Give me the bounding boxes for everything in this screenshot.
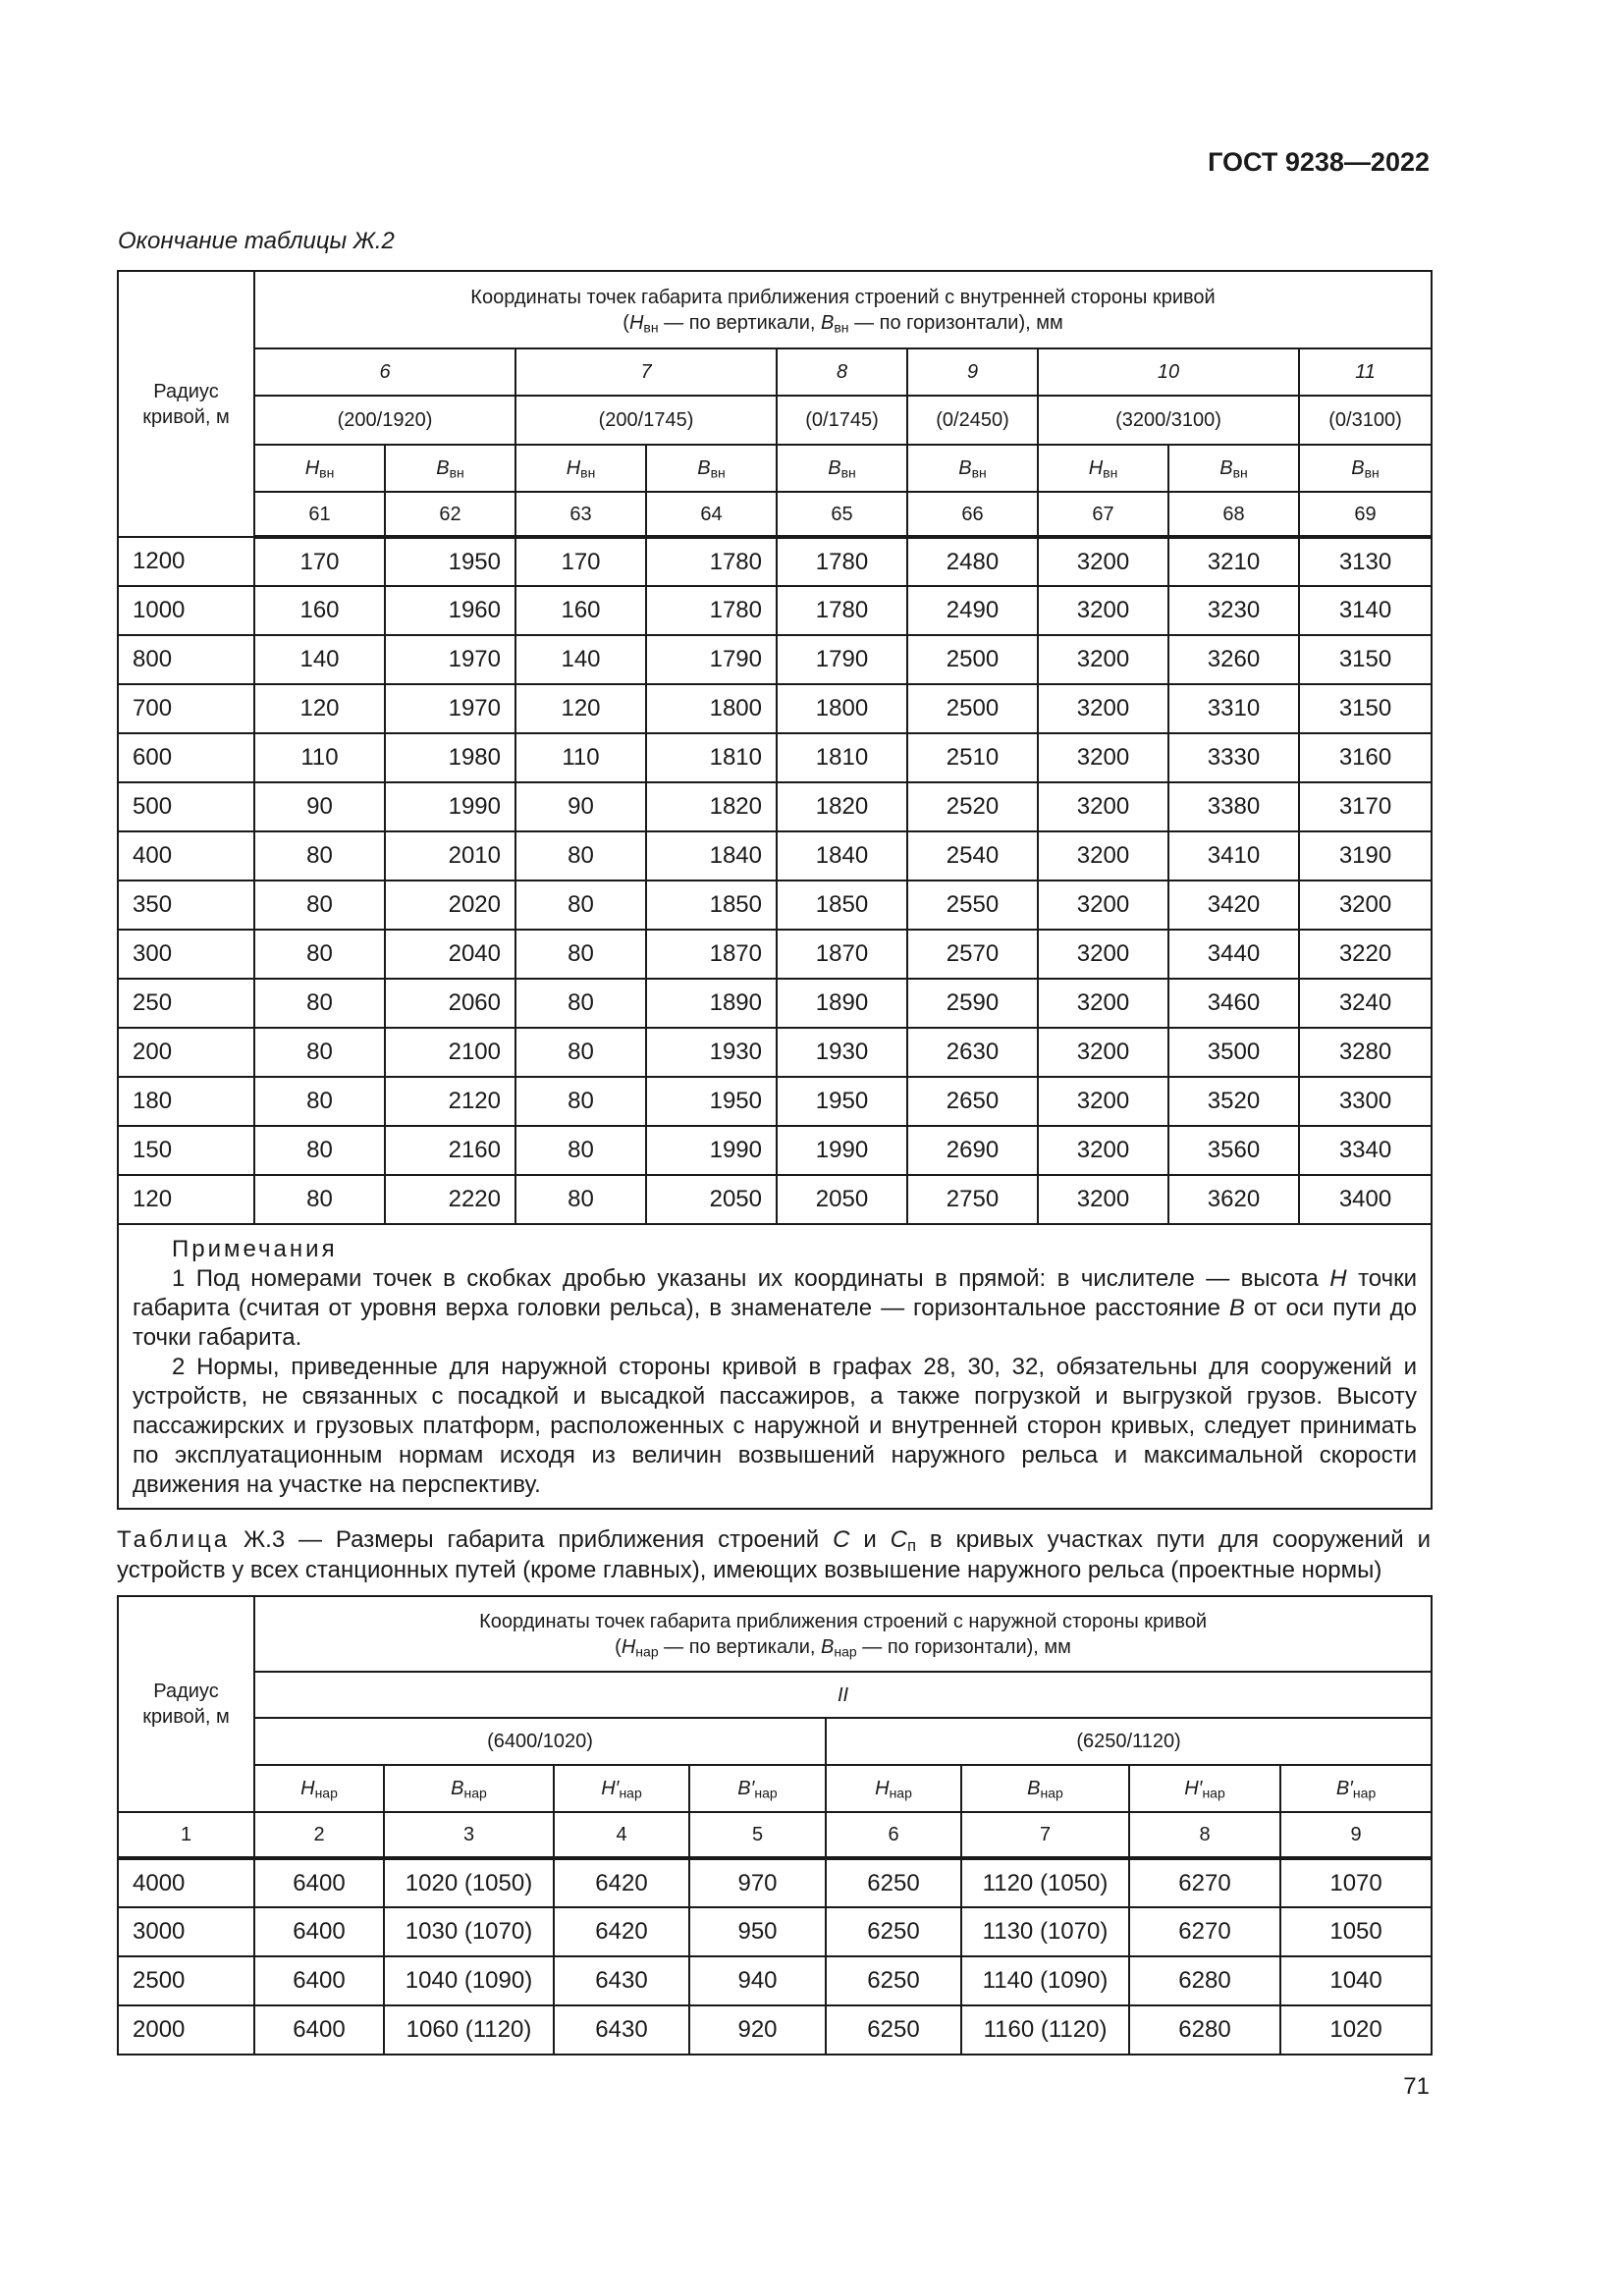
value-cell: 2050 bbox=[646, 1175, 777, 1224]
point-coordinates: (3200/3100) bbox=[1038, 396, 1299, 445]
symbol-index: нар bbox=[1202, 1785, 1225, 1801]
notes-title: Примечания bbox=[172, 1236, 338, 1262]
table-row bbox=[118, 1126, 1432, 1175]
value-cell: 1820 bbox=[777, 782, 907, 831]
column-number: 4 bbox=[554, 1812, 689, 1858]
coordinate-symbol bbox=[646, 445, 777, 492]
value-cell: 1950 bbox=[777, 1077, 907, 1126]
coordinate-symbol bbox=[384, 1765, 554, 1812]
column-number: 65 bbox=[777, 492, 907, 537]
column-number: 5 bbox=[689, 1812, 826, 1858]
value-cell: 6250 bbox=[826, 1858, 961, 1907]
value-cell: 6250 bbox=[826, 1907, 961, 1956]
value-cell: 1810 bbox=[777, 733, 907, 782]
note-1: 1 Под номерами точек в скобках дробью указаны их координаты в прямой: в числителе — высота H точки габарита (считая от уровня верха головки рельса), в знаменателе — горизонтальное расстояние B от оси пути до точки габарита. bbox=[133, 1265, 1418, 1351]
value-cell: 2120 bbox=[385, 1077, 515, 1126]
radius-cell: 2500 bbox=[118, 1956, 254, 2005]
symbol-letter: B bbox=[1351, 457, 1365, 479]
radius-header: Радиус кривой, м bbox=[118, 1596, 254, 1812]
value-cell: 1780 bbox=[777, 586, 907, 635]
coordinate-symbol bbox=[826, 1765, 961, 1812]
value-cell: 1990 bbox=[385, 782, 515, 831]
value-cell: 6250 bbox=[826, 1956, 961, 2005]
value-cell: 6270 bbox=[1129, 1907, 1280, 1956]
value-cell: 1890 bbox=[777, 979, 907, 1028]
point-number: 6 bbox=[254, 348, 515, 396]
symbol-index: нар bbox=[1352, 1785, 1377, 1801]
point-number: 7 bbox=[515, 348, 777, 396]
value-cell: 1990 bbox=[646, 1126, 777, 1175]
value-cell: 1140 (1090) bbox=[961, 1956, 1129, 2005]
point-number: 8 bbox=[777, 348, 907, 396]
radius-cell: 350 bbox=[118, 881, 254, 930]
value-cell: 2040 bbox=[385, 930, 515, 979]
value-cell: 80 bbox=[515, 831, 646, 881]
value-cell: 3200 bbox=[1038, 1126, 1168, 1175]
header-line-1: Координаты точек габарита приближения строений с внутренней стороны кривой bbox=[470, 286, 1216, 308]
value-cell: 1780 bbox=[646, 586, 777, 635]
value-cell: 3190 bbox=[1299, 831, 1432, 881]
radius-cell: 1200 bbox=[118, 537, 254, 586]
value-cell: 160 bbox=[515, 586, 646, 635]
radius-cell: 400 bbox=[118, 831, 254, 881]
symbol-index: вн bbox=[971, 464, 987, 481]
symbol-index: вн bbox=[580, 464, 596, 481]
value-cell: 160 bbox=[254, 586, 385, 635]
value-cell: 6400 bbox=[254, 1858, 384, 1907]
value-cell: 3200 bbox=[1038, 881, 1168, 930]
value-cell: 3200 bbox=[1038, 831, 1168, 881]
coordinate-symbol bbox=[1038, 445, 1168, 492]
radius-cell: 250 bbox=[118, 979, 254, 1028]
radius-cell: 180 bbox=[118, 1077, 254, 1126]
radius-cell: 600 bbox=[118, 733, 254, 782]
table-row bbox=[118, 586, 1432, 635]
page-number: 71 bbox=[1403, 2073, 1430, 2100]
symbol-letter: H bbox=[300, 1778, 315, 1799]
coordinate-symbol bbox=[961, 1765, 1129, 1812]
symbol-index: нар bbox=[1040, 1785, 1063, 1801]
coordinate-symbol bbox=[254, 445, 385, 492]
value-cell: 80 bbox=[254, 1028, 385, 1077]
value-cell: 6400 bbox=[254, 1907, 384, 1956]
value-cell: 80 bbox=[254, 1126, 385, 1175]
value-cell: 6430 bbox=[554, 1956, 689, 2005]
value-cell: 3200 bbox=[1038, 930, 1168, 979]
table-row bbox=[118, 930, 1432, 979]
value-cell: 3210 bbox=[1168, 537, 1299, 586]
value-cell: 170 bbox=[254, 537, 385, 586]
value-cell: 3500 bbox=[1168, 1028, 1299, 1077]
radius-cell: 120 bbox=[118, 1175, 254, 1224]
value-cell: 1970 bbox=[385, 635, 515, 684]
value-cell: 6280 bbox=[1129, 2005, 1280, 2055]
symbol-index: нар bbox=[463, 1785, 487, 1801]
coordinate-symbol bbox=[1299, 445, 1432, 492]
value-cell: 3340 bbox=[1299, 1126, 1432, 1175]
value-cell: 3140 bbox=[1299, 586, 1432, 635]
document-number: ГОСТ 9238—2022 bbox=[1208, 147, 1430, 177]
value-cell: 1980 bbox=[385, 733, 515, 782]
value-cell: 3520 bbox=[1168, 1077, 1299, 1126]
value-cell: 2100 bbox=[385, 1028, 515, 1077]
table-notes bbox=[118, 1224, 1432, 1509]
table-header bbox=[254, 1596, 1432, 1672]
value-cell: 80 bbox=[515, 1175, 646, 1224]
coordinate-symbol bbox=[777, 445, 907, 492]
header-line-1: Координаты точек габарита приближения строений с наружной стороны кривой bbox=[479, 1610, 1208, 1632]
value-cell: 1030 (1070) bbox=[384, 1907, 554, 1956]
radius-cell: 300 bbox=[118, 930, 254, 979]
value-cell: 3440 bbox=[1168, 930, 1299, 979]
table-row bbox=[118, 2005, 1432, 2055]
column-number: 9 bbox=[1280, 1812, 1432, 1858]
coordinate-symbol bbox=[385, 445, 515, 492]
symbol-index: вн bbox=[1232, 464, 1248, 481]
table-row bbox=[118, 684, 1432, 733]
value-cell: 2060 bbox=[385, 979, 515, 1028]
value-cell: 970 bbox=[689, 1858, 826, 1907]
value-cell: 1850 bbox=[777, 881, 907, 930]
symbol-letter: B bbox=[1027, 1778, 1041, 1799]
symbol-index: вн bbox=[840, 464, 856, 481]
value-cell: 1930 bbox=[777, 1028, 907, 1077]
table-row bbox=[118, 782, 1432, 831]
value-cell: 3230 bbox=[1168, 586, 1299, 635]
value-cell: 3200 bbox=[1038, 1175, 1168, 1224]
point-coordinates: (0/1745) bbox=[777, 396, 907, 445]
value-cell: 3200 bbox=[1038, 684, 1168, 733]
value-cell: 1890 bbox=[646, 979, 777, 1028]
value-cell: 2510 bbox=[907, 733, 1038, 782]
value-cell: 80 bbox=[254, 881, 385, 930]
value-cell: 2500 bbox=[907, 635, 1038, 684]
coordinate-symbol bbox=[254, 1765, 384, 1812]
point-number: 9 bbox=[907, 348, 1038, 396]
point-coordinates: (200/1745) bbox=[515, 396, 777, 445]
value-cell: 3280 bbox=[1299, 1028, 1432, 1077]
value-cell: 3620 bbox=[1168, 1175, 1299, 1224]
value-cell: 90 bbox=[254, 782, 385, 831]
value-cell: 3150 bbox=[1299, 684, 1432, 733]
value-cell: 1800 bbox=[777, 684, 907, 733]
column-number: 66 bbox=[907, 492, 1038, 537]
value-cell: 2500 bbox=[907, 684, 1038, 733]
radius-cell: 2000 bbox=[118, 2005, 254, 2055]
symbol-letter: H′ bbox=[1184, 1778, 1203, 1799]
symbol-letter: B bbox=[1219, 457, 1233, 479]
value-cell: 80 bbox=[254, 1077, 385, 1126]
symbol-letter: B bbox=[697, 457, 711, 479]
value-cell: 1780 bbox=[777, 537, 907, 586]
value-cell: 2690 bbox=[907, 1126, 1038, 1175]
column-number: 3 bbox=[384, 1812, 554, 1858]
value-cell: 3200 bbox=[1038, 979, 1168, 1028]
point-coordinates: (6400/1020) bbox=[254, 1718, 826, 1765]
column-number: 64 bbox=[646, 492, 777, 537]
value-cell: 140 bbox=[515, 635, 646, 684]
value-cell: 2630 bbox=[907, 1028, 1038, 1077]
value-cell: 6420 bbox=[554, 1858, 689, 1907]
value-cell: 3260 bbox=[1168, 635, 1299, 684]
value-cell: 80 bbox=[254, 1175, 385, 1224]
value-cell: 1970 bbox=[385, 684, 515, 733]
value-cell: 3410 bbox=[1168, 831, 1299, 881]
value-cell: 3200 bbox=[1038, 1077, 1168, 1126]
value-cell: 2650 bbox=[907, 1077, 1038, 1126]
table-row bbox=[118, 733, 1432, 782]
value-cell: 6270 bbox=[1129, 1858, 1280, 1907]
table-row bbox=[118, 831, 1432, 881]
symbol-letter: B′ bbox=[737, 1778, 755, 1799]
value-cell: 1990 bbox=[777, 1126, 907, 1175]
radius-cell: 500 bbox=[118, 782, 254, 831]
symbol-letter: H bbox=[1088, 457, 1104, 479]
value-cell: 1870 bbox=[646, 930, 777, 979]
column-number: 63 bbox=[515, 492, 646, 537]
value-cell: 6420 bbox=[554, 1907, 689, 1956]
value-cell: 80 bbox=[515, 881, 646, 930]
clearance-table-zh3 bbox=[117, 1595, 1433, 2056]
radius-cell: 150 bbox=[118, 1126, 254, 1175]
value-cell: 1020 bbox=[1280, 2005, 1432, 2055]
table-caption-zh3: Таблица Ж.3 — Размеры габарита приближения строений С и $С_п$ в кривых участках пути для сооружений и устройств у всех станционных путей (кроме главных), имеющих возвышение наружного рельса (проектные нормы) bbox=[117, 1526, 1431, 1583]
value-cell: 1070 bbox=[1280, 1858, 1432, 1907]
value-cell: 1160 (1120) bbox=[961, 2005, 1129, 2055]
header-line-2: ($H_{вн}$ — по вертикали, $B_{вн}$ — по горизонтали), мм bbox=[623, 311, 1063, 335]
point-coordinates: (0/2450) bbox=[907, 396, 1038, 445]
column-number: 68 bbox=[1168, 492, 1299, 537]
value-cell: 80 bbox=[515, 1126, 646, 1175]
value-cell: 1780 bbox=[646, 537, 777, 586]
value-cell: 3400 bbox=[1299, 1175, 1432, 1224]
radius-cell: 700 bbox=[118, 684, 254, 733]
coordinate-symbol bbox=[554, 1765, 689, 1812]
value-cell: 2570 bbox=[907, 930, 1038, 979]
column-number: 69 bbox=[1299, 492, 1432, 537]
value-cell: 1060 (1120) bbox=[384, 2005, 554, 2055]
column-number: 2 bbox=[254, 1812, 384, 1858]
clearance-table-zh2 bbox=[117, 270, 1433, 1510]
symbol-letter: B′ bbox=[1335, 1778, 1353, 1799]
table-row bbox=[118, 979, 1432, 1028]
value-cell: 940 bbox=[689, 1956, 826, 2005]
value-cell: 3150 bbox=[1299, 635, 1432, 684]
point-number: 10 bbox=[1038, 348, 1299, 396]
value-cell: 90 bbox=[515, 782, 646, 831]
value-cell: 2050 bbox=[777, 1175, 907, 1224]
value-cell: 1960 bbox=[385, 586, 515, 635]
coordinate-symbol bbox=[689, 1765, 826, 1812]
column-number: 8 bbox=[1129, 1812, 1280, 1858]
value-cell: 1800 bbox=[646, 684, 777, 733]
table-row bbox=[118, 1028, 1432, 1077]
value-cell: 1020 (1050) bbox=[384, 1858, 554, 1907]
symbol-letter: H′ bbox=[601, 1778, 620, 1799]
value-cell: 2480 bbox=[907, 537, 1038, 586]
value-cell: 1840 bbox=[646, 831, 777, 881]
symbol-index: нар bbox=[314, 1785, 338, 1801]
column-number: 6 bbox=[826, 1812, 961, 1858]
symbol-letter: H bbox=[304, 457, 320, 479]
value-cell: 1840 bbox=[777, 831, 907, 881]
coordinate-symbol bbox=[1280, 1765, 1432, 1812]
value-cell: 1790 bbox=[777, 635, 907, 684]
value-cell: 1870 bbox=[777, 930, 907, 979]
value-cell: 110 bbox=[254, 733, 385, 782]
value-cell: 3380 bbox=[1168, 782, 1299, 831]
value-cell: 3330 bbox=[1168, 733, 1299, 782]
radius-cell: 800 bbox=[118, 635, 254, 684]
table-row bbox=[118, 1907, 1432, 1956]
column-number: 1 bbox=[118, 1812, 254, 1858]
value-cell: 3200 bbox=[1038, 733, 1168, 782]
symbol-letter: B bbox=[958, 457, 972, 479]
value-cell: 3300 bbox=[1299, 1077, 1432, 1126]
value-cell: 1040 (1090) bbox=[384, 1956, 554, 2005]
value-cell: 2750 bbox=[907, 1175, 1038, 1224]
symbol-index: вн bbox=[710, 464, 726, 481]
note-2: 2 Нормы, приведенные для наружной стороны кривой в графах 28, 30, 32, обязательны для сооружений и устройств, не связанных с посадкой и высадкой пассажиров, а также погрузкой и выгрузкой грузов. Высоту пассажирских и грузовых платформ, расположенных с наружной и внутренней сторон кривых, следует принимать по эксплуатационным нормам исходя из величин возвышений наружного рельса и максимальной скорости движения на участке на перспективу. bbox=[133, 1354, 1418, 1498]
value-cell: 3560 bbox=[1168, 1126, 1299, 1175]
value-cell: 3460 bbox=[1168, 979, 1299, 1028]
coordinate-symbol bbox=[1168, 445, 1299, 492]
value-cell: 3200 bbox=[1038, 586, 1168, 635]
table-header bbox=[254, 271, 1432, 348]
point-coordinates: (0/3100) bbox=[1299, 396, 1432, 445]
column-number: 62 bbox=[385, 492, 515, 537]
symbol-letter: B bbox=[451, 1778, 464, 1799]
symbol-index: нар bbox=[754, 1785, 778, 1801]
value-cell: 3310 bbox=[1168, 684, 1299, 733]
value-cell: 1810 bbox=[646, 733, 777, 782]
value-cell: 3240 bbox=[1299, 979, 1432, 1028]
point-coordinates: (200/1920) bbox=[254, 396, 515, 445]
value-cell: 2590 bbox=[907, 979, 1038, 1028]
value-cell: 3220 bbox=[1299, 930, 1432, 979]
table-continuation-title: Окончание таблицы Ж.2 bbox=[118, 228, 395, 254]
value-cell: 1120 (1050) bbox=[961, 1858, 1129, 1907]
symbol-index: вн bbox=[449, 464, 464, 481]
header-line-2: ($H_{нар}$ — по вертикали, $B_{нар}$ — по горизонтали), мм bbox=[615, 1635, 1071, 1659]
column-number: 67 bbox=[1038, 492, 1168, 537]
table-row bbox=[118, 635, 1432, 684]
point-coordinates: (6250/1120) bbox=[826, 1718, 1432, 1765]
value-cell: 2540 bbox=[907, 831, 1038, 881]
value-cell: 140 bbox=[254, 635, 385, 684]
value-cell: 80 bbox=[254, 930, 385, 979]
table-row bbox=[118, 1858, 1432, 1907]
table-row bbox=[118, 881, 1432, 930]
symbol-letter: H bbox=[566, 457, 581, 479]
value-cell: 1040 bbox=[1280, 1956, 1432, 2005]
table-row bbox=[118, 1077, 1432, 1126]
value-cell: 80 bbox=[515, 1077, 646, 1126]
value-cell: 1930 bbox=[646, 1028, 777, 1077]
value-cell: 2520 bbox=[907, 782, 1038, 831]
value-cell: 3200 bbox=[1299, 881, 1432, 930]
symbol-index: вн bbox=[319, 464, 335, 481]
value-cell: 80 bbox=[254, 979, 385, 1028]
radius-header: Радиус кривой, м bbox=[118, 271, 254, 537]
value-cell: 950 bbox=[689, 1907, 826, 1956]
value-cell: 1850 bbox=[646, 881, 777, 930]
value-cell: 170 bbox=[515, 537, 646, 586]
radius-cell: 200 bbox=[118, 1028, 254, 1077]
value-cell: 80 bbox=[515, 1028, 646, 1077]
table-row bbox=[118, 1175, 1432, 1224]
value-cell: 3130 bbox=[1299, 537, 1432, 586]
value-cell: 1820 bbox=[646, 782, 777, 831]
value-cell: 1130 (1070) bbox=[961, 1907, 1129, 1956]
symbol-letter: B bbox=[436, 457, 450, 479]
coordinate-symbol bbox=[515, 445, 646, 492]
value-cell: 920 bbox=[689, 2005, 826, 2055]
symbol-index: вн bbox=[1103, 464, 1118, 481]
value-cell: 2220 bbox=[385, 1175, 515, 1224]
column-number: 61 bbox=[254, 492, 385, 537]
symbol-index: нар bbox=[889, 1785, 912, 1801]
value-cell: 2160 bbox=[385, 1126, 515, 1175]
value-cell: 1050 bbox=[1280, 1907, 1432, 1956]
symbol-index: вн bbox=[1364, 464, 1380, 481]
table-row bbox=[118, 1956, 1432, 2005]
symbol-index: нар bbox=[619, 1785, 642, 1801]
value-cell: 2010 bbox=[385, 831, 515, 881]
value-cell: 3170 bbox=[1299, 782, 1432, 831]
value-cell: 1790 bbox=[646, 635, 777, 684]
value-cell: 6400 bbox=[254, 1956, 384, 2005]
value-cell: 80 bbox=[254, 831, 385, 881]
value-cell: 120 bbox=[254, 684, 385, 733]
value-cell: 120 bbox=[515, 684, 646, 733]
value-cell: 2020 bbox=[385, 881, 515, 930]
value-cell: 3200 bbox=[1038, 782, 1168, 831]
coordinate-symbol bbox=[907, 445, 1038, 492]
value-cell: 3420 bbox=[1168, 881, 1299, 930]
value-cell: 1950 bbox=[385, 537, 515, 586]
radius-cell: 3000 bbox=[118, 1907, 254, 1956]
value-cell: 3200 bbox=[1038, 537, 1168, 586]
value-cell: 80 bbox=[515, 979, 646, 1028]
value-cell: 110 bbox=[515, 733, 646, 782]
value-cell: 3200 bbox=[1038, 1028, 1168, 1077]
symbol-letter: B bbox=[828, 457, 841, 479]
value-cell: 6400 bbox=[254, 2005, 384, 2055]
table-row bbox=[118, 537, 1432, 586]
value-cell: 6250 bbox=[826, 2005, 961, 2055]
value-cell: 2490 bbox=[907, 586, 1038, 635]
coordinate-symbol bbox=[1129, 1765, 1280, 1812]
value-cell: 80 bbox=[515, 930, 646, 979]
radius-cell: 4000 bbox=[118, 1858, 254, 1907]
value-cell: 2550 bbox=[907, 881, 1038, 930]
value-cell: 3160 bbox=[1299, 733, 1432, 782]
point-number: II bbox=[254, 1672, 1432, 1718]
symbol-letter: H bbox=[875, 1778, 890, 1799]
value-cell: 1950 bbox=[646, 1077, 777, 1126]
column-number: 7 bbox=[961, 1812, 1129, 1858]
radius-cell: 1000 bbox=[118, 586, 254, 635]
value-cell: 6430 bbox=[554, 2005, 689, 2055]
value-cell: 3200 bbox=[1038, 635, 1168, 684]
point-number: 11 bbox=[1299, 348, 1432, 396]
value-cell: 6280 bbox=[1129, 1956, 1280, 2005]
